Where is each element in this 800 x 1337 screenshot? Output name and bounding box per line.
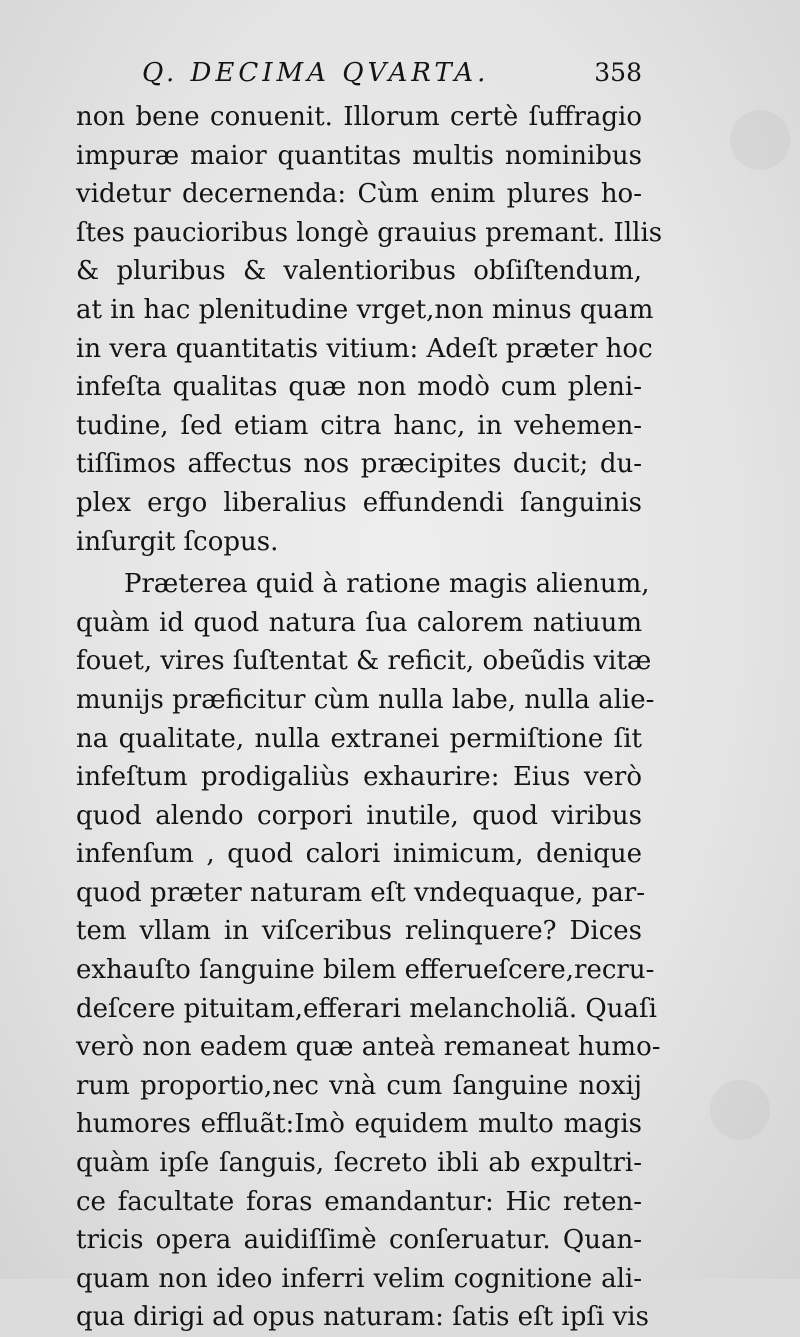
text-line: infeſta qualitas quæ non modò cum pleni- [76,372,642,403]
text-line: infenſum , quod calori inimicum, denique [76,839,642,870]
paragraph [76,565,661,1337]
text-line: verò non eadem quæ anteà remaneat humo- [76,1032,661,1063]
text-line: quàm ipſe ſanguis, ſecreto ibli ab expultri- [76,1148,642,1179]
running-title: Q. DECIMA QVARTA. [142,58,490,88]
page-number: 358 [594,58,642,87]
text-line: tiſſimos affectus nos præcipites ducit; du- [76,449,642,480]
text-line: tricis opera auidiſſimè conſeruatur. Quan- [76,1225,642,1256]
text-line: infeſtum prodigaliùs exhaurire: Eius verò [76,762,642,793]
text-line: tudine, ſed etiam citra hanc, in vehemen- [76,410,642,441]
text-line: videtur decernenda: Cùm enim plures ho- [76,179,642,210]
running-head [76,58,642,98]
paragraph [76,98,663,561]
text-line: humores effluãt:Imò equidem multo magis [76,1109,642,1140]
text-line: quod alendo corpori inutile, quod viribus [76,800,642,831]
text-line: rum proportio,nec vnà cum ſanguine noxij [76,1070,642,1101]
text-line: inſurgit ſcopus. [76,526,279,557]
text-line: quod præter naturam eſt vndequaque, par- [76,877,646,908]
text-line: at in hac plenitudine vrget,non minus quam [76,294,654,325]
text-line: exhauſto ſanguine bilem efferueſcere,recru- [76,955,655,986]
text-line: Præterea quid à ratione magis alienum, [124,569,650,600]
text-line: tem vllam in viſceribus relinquere? Dices [76,916,642,947]
text-line: munijs præficitur cùm nulla labe, nulla alie- [76,684,655,715]
text-line: quàm id quod natura ſua calorem natiuum [76,607,642,638]
text-line: non bene conuenit. Illorum certè ſuffragio [76,102,642,132]
body-text [76,98,663,1337]
text-line: & pluribus & valentioribus obſiſtendum, [76,256,642,287]
text-line: plex ergo liberalius effundendi ſanguinis [76,487,642,518]
text-line: ſtes paucioribus longè grauius premant. Illis [76,217,663,248]
text-line: na qualitate, nulla extranei permiſtione ſit [76,723,642,754]
text-line: impuræ maior quantitas multis nominibus [76,140,642,171]
text-line: in vera quantitatis vitium: Adeſt præter hoc [76,333,653,364]
text-line: fouet, vires ſuſtentat & reficit, obeũdis vitæ [76,646,652,677]
text-line: quam non ideo inferri velim cognitione ali- [76,1263,642,1294]
paper-stain [730,110,790,170]
text-block [76,58,663,1337]
text-line: qua dirigi ad opus naturam: ſatis eſt ipſi vis [76,1302,649,1333]
paper-stain [710,1080,770,1140]
text-line: deſcere pituitam,efferari melancholiã. Quaſi [76,993,657,1024]
text-line: ce facultate foras emandantur: Hic reten- [76,1186,642,1217]
